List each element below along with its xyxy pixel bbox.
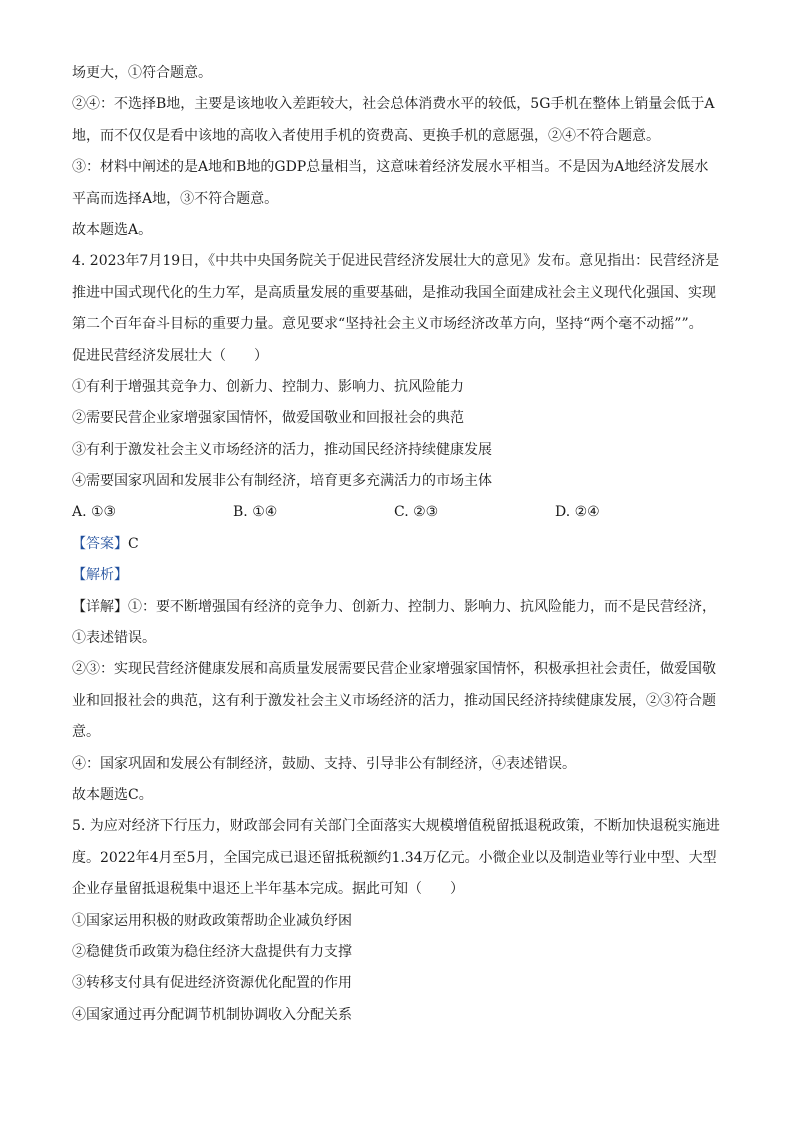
- q5-item-4: ④国家通过再分配调节机制协调收入分配关系: [72, 1006, 352, 1023]
- q4-option-b: B. ①④: [233, 504, 278, 521]
- document-page: [72, 58, 732, 1031]
- prev-line-4: ③：材料中阐述的是A地和B地的GDP总量相当，这意味着经济发展水平相当。不是因为A地经济发展水: [72, 159, 709, 176]
- q4-detail-line-2: ①表述错误。: [72, 630, 156, 647]
- q4-stem-line-2: 推进中国式现代化的生力军，是高质量发展的重要基础，是推动我国全面建成社会主义现代化强国、实现: [72, 284, 716, 301]
- prev-line-5: 平高而选择A地，③不符合题意。: [72, 190, 279, 207]
- answer-tag: 【答案】: [72, 535, 128, 552]
- q5-stem-line-1: 5. 为应对经济下行压力，财政部会同有关部门全面落实大规模增值税留抵退税政策，不断加快退税实施进: [72, 818, 720, 835]
- q4-item-3: ③有利于激发社会主义市场经济的活力，推动国民经济持续健康发展: [72, 441, 492, 458]
- q4-option-d: D. ②④: [555, 504, 600, 521]
- q5-stem-line-2: 度。2022年4月至5月，全国完成已退还留抵税额约1.34万亿元。小微企业以及制造业等行业中型、大型: [72, 849, 717, 866]
- q4-detail-line-5: 意。: [72, 724, 100, 741]
- q4-conclusion: 故本题选C。: [72, 786, 153, 803]
- prev-line-3: 地，而不仅仅是看中该地的高收入者使用手机的资费高、更换手机的意愿强，②④不符合题意。: [72, 127, 660, 144]
- q4-detail-line-6: ④：国家巩固和发展公有制经济，鼓励、支持、引导非公有制经济，④表述错误。: [72, 755, 576, 772]
- prev-conclusion: 故本题选A。: [72, 221, 153, 238]
- q5-item-1: ①国家运用积极的财政政策帮助企业减负纾困: [72, 912, 352, 929]
- answer-value: C: [128, 535, 139, 552]
- q5-item-2: ②稳健货币政策为稳住经济大盘提供有力支撑: [72, 943, 352, 960]
- detail-tag: 【详解】: [72, 598, 128, 615]
- q4-option-c: C. ②③: [394, 504, 439, 521]
- q4-answer-line: [72, 529, 732, 560]
- q4-detail-line-3: ②③：实现民营经济健康发展和高质量发展需要民营企业家增强家国情怀，积极承担社会责任，做爱国敬: [72, 661, 716, 678]
- q4-stem-line-3: 第二个百年奋斗目标的重要力量。意见要求“坚持社会主义市场经济改革方向，坚持“两个毫不动摇””。: [72, 316, 703, 333]
- prev-line-1: 场更大，①符合题意。: [72, 65, 212, 81]
- q4-option-a: A. ①③: [72, 504, 117, 521]
- prev-line-2: ②④：不选择B地，主要是该地收入差距较大，社会总体消费水平的较低，5G手机在整体上销量会低于A: [72, 96, 715, 113]
- q4-detail-line-4: 业和回报社会的典范，这有利于激发社会主义市场经济的活力，推动国民经济持续健康发展，②③符合题: [72, 692, 716, 709]
- q4-stem-line-1: 4. 2023年7月19日，《中共中央国务院关于促进民营经济发展壮大的意见》发布。意见指出：民营经济是: [72, 253, 720, 270]
- detail-text-1: ①：要不断增强国有经济的竞争力、创新力、控制力、影响力、抗风险能力，而不是民营经济，: [128, 598, 716, 615]
- q4-analysis-line: [72, 560, 732, 591]
- q4-options: [72, 497, 732, 528]
- q4-item-4: ④需要国家巩固和发展非公有制经济，培育更多充满活力的市场主体: [72, 473, 492, 490]
- q4-stem-line-4: 促进民营经济发展壮大（ ）: [72, 347, 268, 364]
- analysis-tag: 【解析】: [72, 567, 128, 584]
- q5-stem-line-3: 企业存量留抵退税集中退还上半年基本完成。据此可知（ ）: [72, 881, 464, 898]
- q4-detail-line-1: [72, 592, 732, 623]
- q4-item-1: ①有利于增强其竞争力、创新力、控制力、影响力、抗风险能力: [72, 378, 464, 395]
- q5-item-3: ③转移支付具有促进经济资源优化配置的作用: [72, 975, 352, 992]
- q4-item-2: ②需要民营企业家增强家国情怀，做爱国敬业和回报社会的典范: [72, 410, 464, 427]
